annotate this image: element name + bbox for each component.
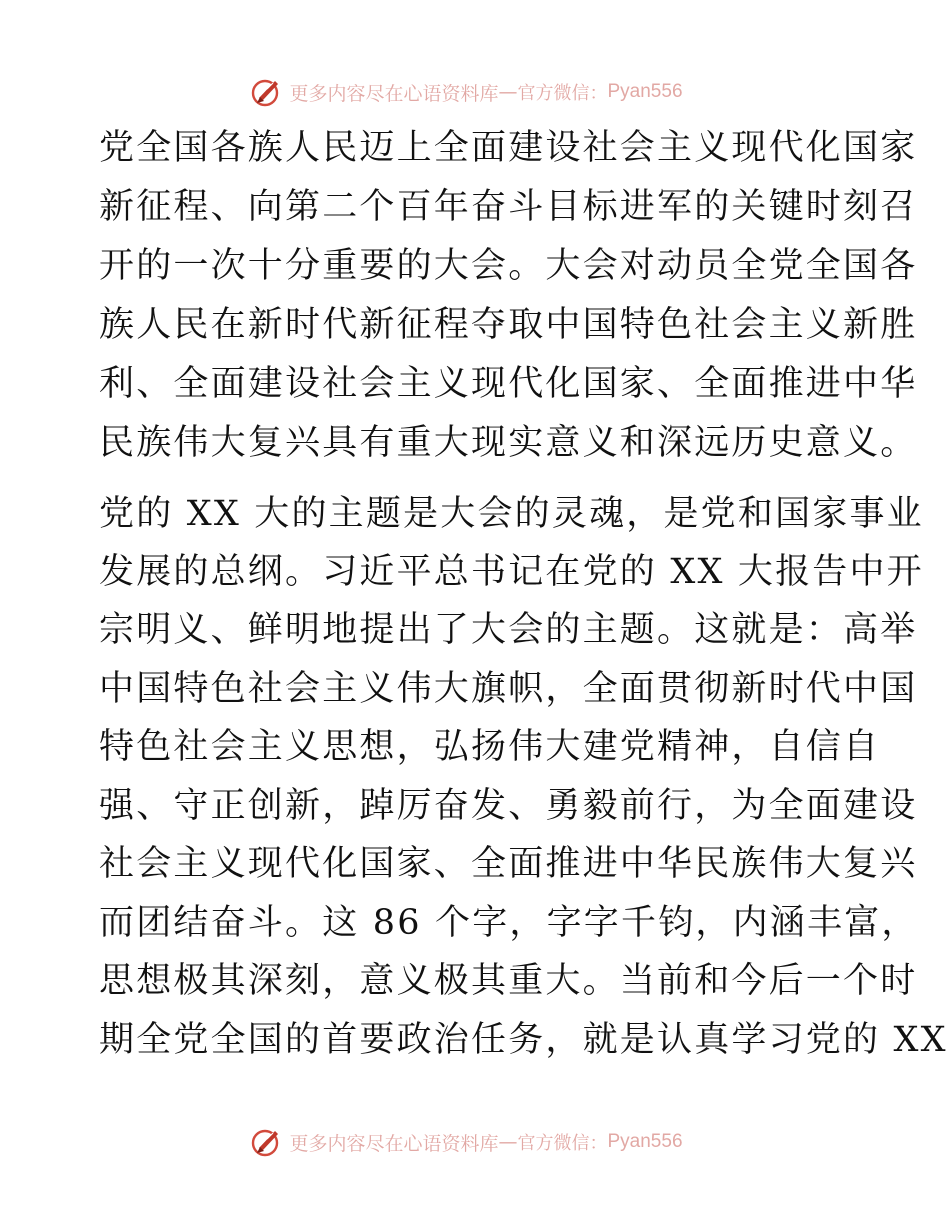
watermark-separator: — xyxy=(498,81,518,103)
text-line: 开的一次十分重要的大会。大会对动员全党全国各 xyxy=(99,246,918,286)
watermark-brand: 更多内容尽在心语资料库 xyxy=(289,1132,499,1155)
text-line: 思想极其深刻，意义极其重大。当前和今后一个时 xyxy=(99,961,918,1001)
text-line: 党的 XX 大的主题是大会的灵魂，是党和国家事业 xyxy=(99,494,924,534)
text-line: 党全国各族人民迈上全面建设社会主义现代化国家 xyxy=(99,128,918,168)
watermark-label: 官方微信： xyxy=(517,1133,608,1154)
text-line: 特色社会主义思想，弘扬伟大建党精神，自信自 xyxy=(99,727,881,767)
watermark-brand: 更多内容尽在心语资料库 xyxy=(289,82,499,105)
watermark-separator: — xyxy=(498,1131,518,1153)
quill-pen-logo-icon xyxy=(251,76,283,108)
watermark-wechat-id: Pyan556 xyxy=(607,1131,683,1152)
footer-watermark xyxy=(0,1122,950,1162)
header-watermark xyxy=(0,72,950,112)
text-line: 民族伟大复兴具有重大现实意义和深远历史意义。 xyxy=(99,423,918,463)
text-line: 期全党全国的首要政治任务，就是认真学习党的 XX xyxy=(99,1020,948,1060)
text-line: 强、守正创新，踔厉奋发、勇毅前行，为全面建设 xyxy=(99,786,918,826)
text-line: 利、全面建设社会主义现代化国家、全面推进中华 xyxy=(99,364,918,404)
text-line: 宗明义、鲜明地提出了大会的主题。这就是：高举 xyxy=(99,610,918,650)
watermark-label: 官方微信： xyxy=(517,83,608,104)
text-line: 族人民在新时代新征程夺取中国特色社会主义新胜 xyxy=(99,305,918,345)
text-line: 而团结奋斗。这 86 个字，字字千钧，内涵丰富， xyxy=(99,903,919,943)
quill-pen-logo-icon xyxy=(251,1126,283,1158)
watermark-wechat-id: Pyan556 xyxy=(607,81,683,102)
text-line: 社会主义现代化国家、全面推进中华民族伟大复兴 xyxy=(99,844,918,884)
text-line: 发展的总纲。习近平总书记在党的 XX 大报告中开 xyxy=(99,552,924,592)
text-line: 中国特色社会主义伟大旗帜，全面贯彻新时代中国 xyxy=(99,669,918,709)
text-line: 新征程、向第二个百年奋斗目标进军的关键时刻召 xyxy=(99,187,918,227)
